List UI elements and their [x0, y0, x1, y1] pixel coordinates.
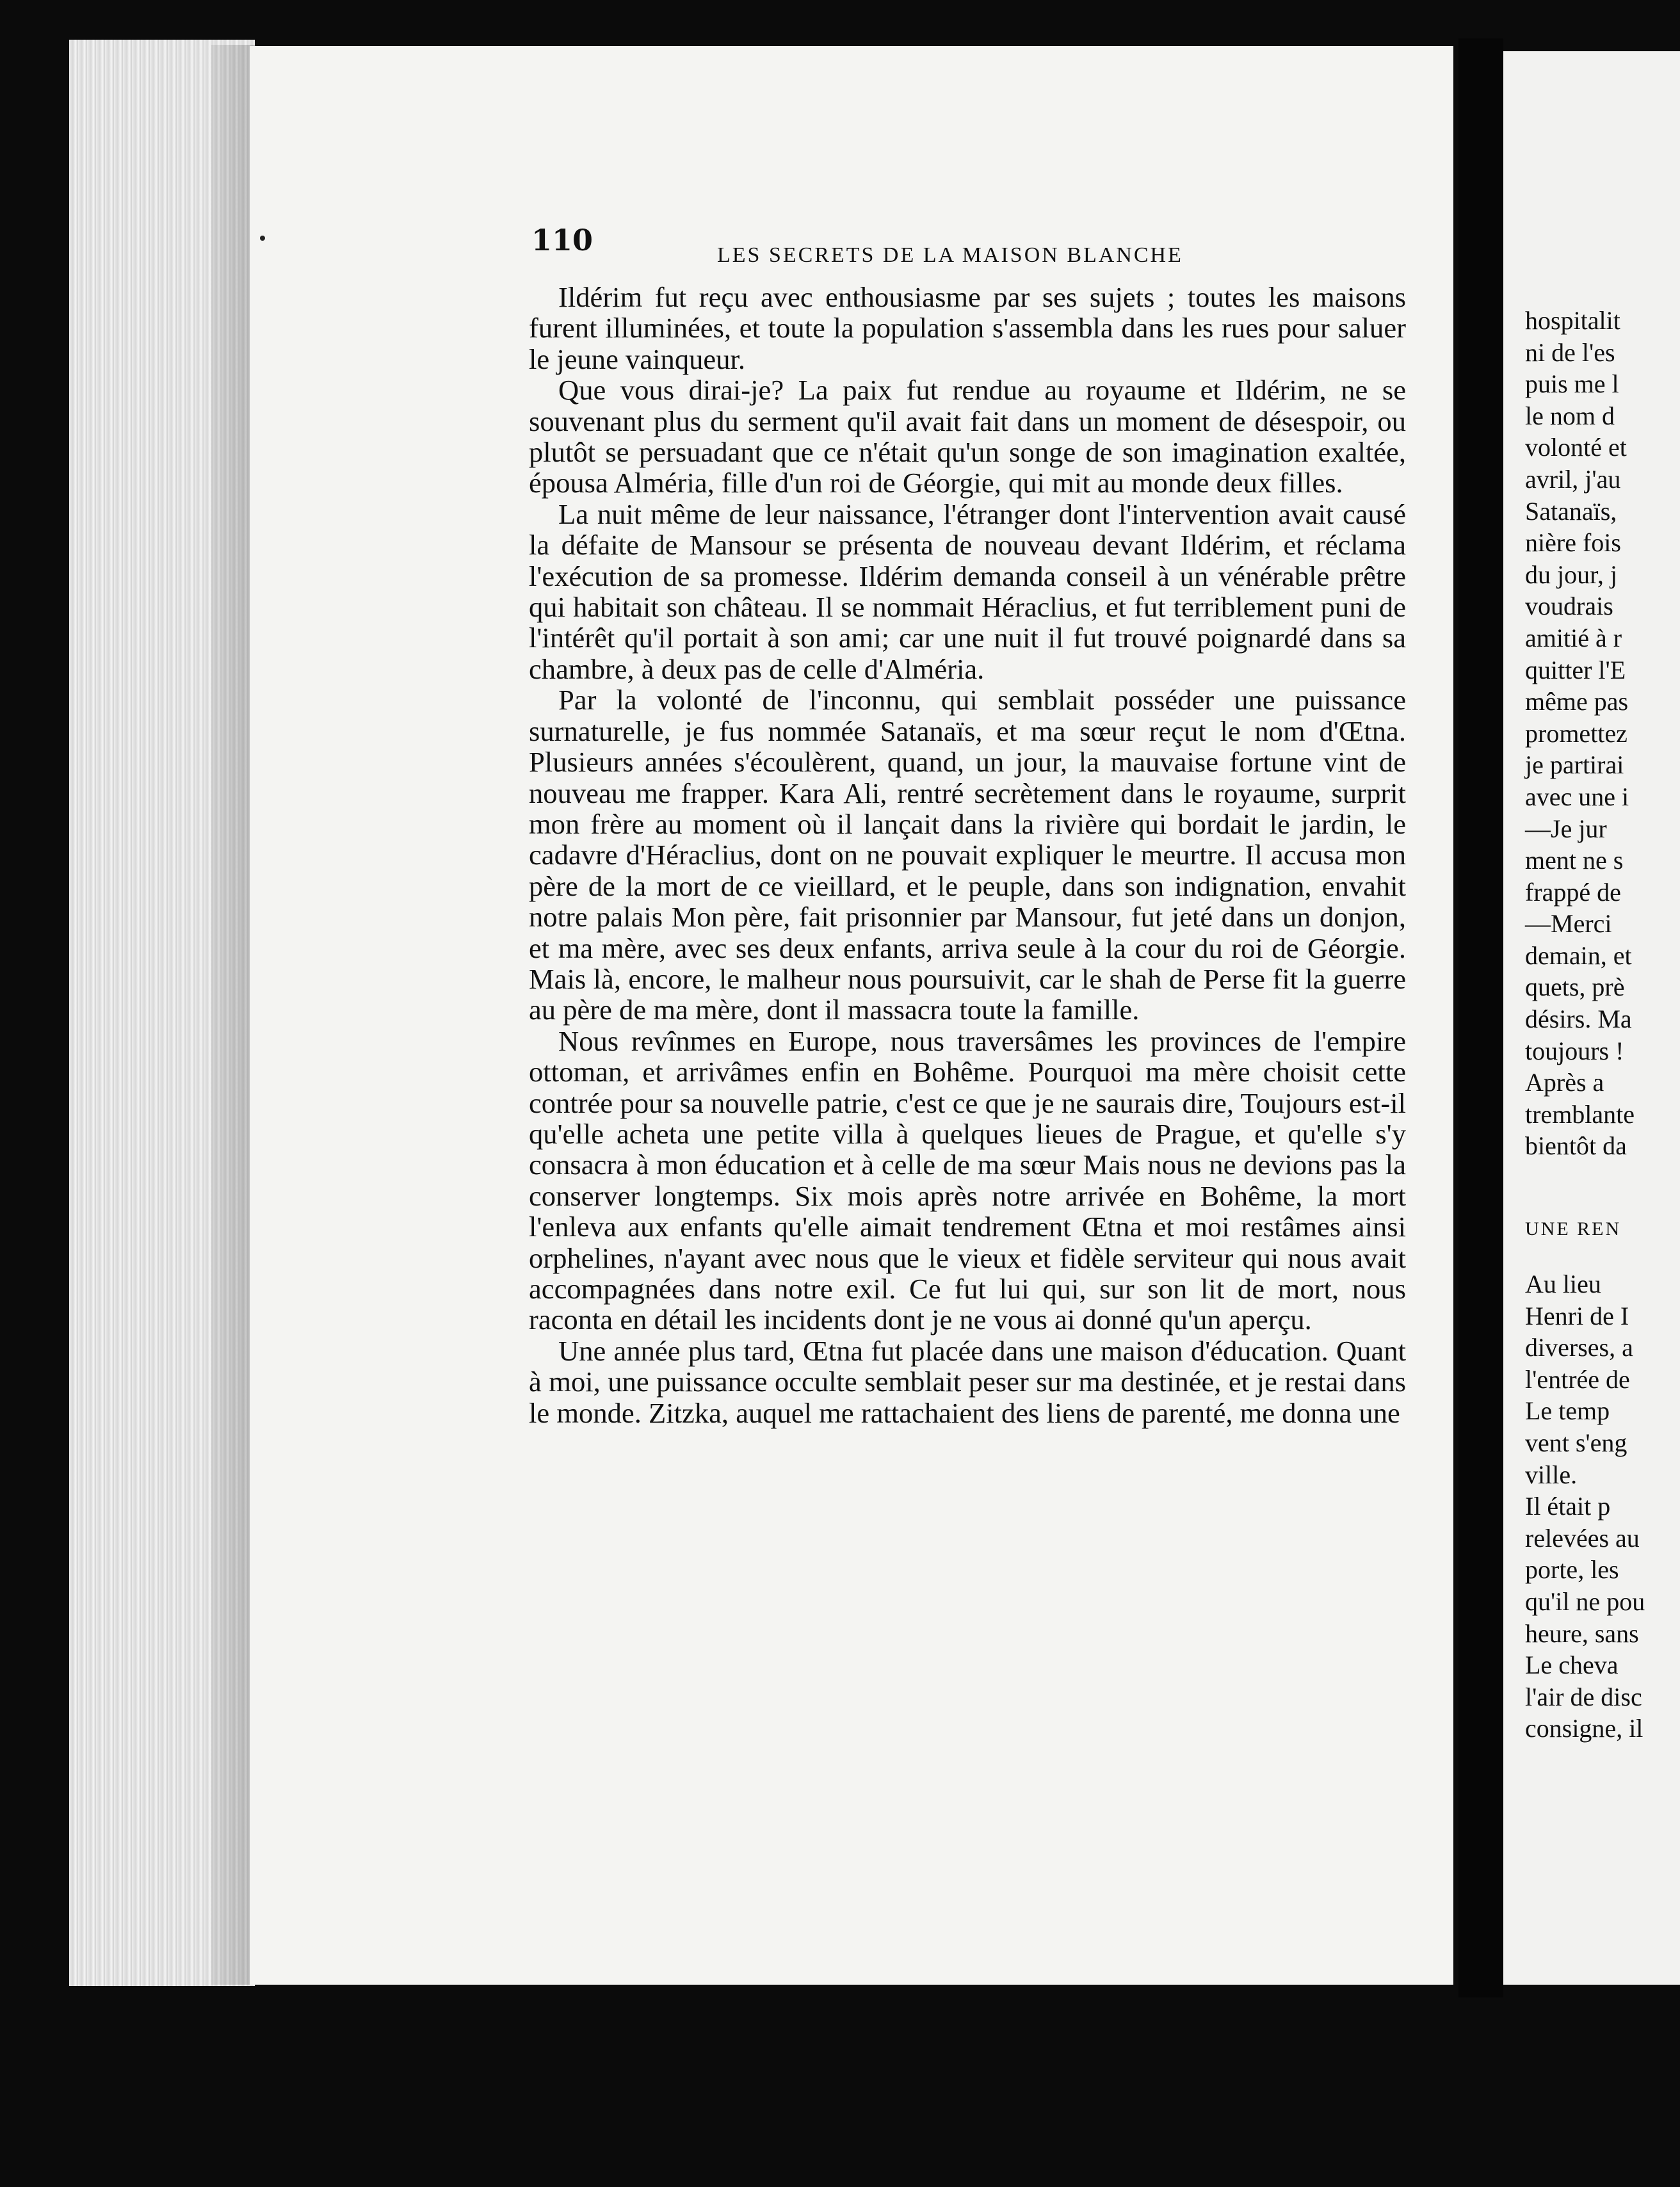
fragment-line: amitié à r	[1525, 623, 1622, 652]
fragment-line: du jour, j	[1525, 560, 1617, 589]
fragment-line: consigne, il	[1525, 1714, 1644, 1743]
fragment-line: Après a	[1525, 1068, 1604, 1097]
fragment-line: quitter l'E	[1525, 655, 1626, 684]
fragment-line: l'air de disc	[1525, 1682, 1642, 1711]
fragment-line: ville.	[1525, 1460, 1578, 1489]
fragment-line: je partirai	[1525, 750, 1624, 780]
fragment-line: avec une i	[1525, 782, 1629, 811]
fragment-line: vent s'eng	[1525, 1428, 1628, 1457]
fragment-line: hospitalit	[1525, 306, 1620, 335]
fragment-line: puis me l	[1525, 369, 1619, 399]
fragment-line: bientôt da	[1525, 1131, 1627, 1161]
fragment-line: désirs. Ma	[1525, 1005, 1632, 1034]
fragment-line: porte, les	[1525, 1555, 1619, 1585]
fragment-line: diverses, a	[1525, 1333, 1633, 1362]
paragraph: Une année plus tard, Œtna fut placée dans une maison d'éducation. Quant à moi, une puissance occulte semblait peser sur ma destinée, et je restai dans le monde. Zitzka, auquel me rattachaient des liens de parenté, me donna une	[529, 1334, 1406, 1429]
fragment-line: promettez	[1525, 718, 1628, 748]
running-head: LES SECRETS DE LA MAISON BLANCHE	[717, 243, 1183, 267]
fragment-line: le nom d	[1525, 401, 1615, 430]
scan-speck	[260, 236, 265, 241]
facing-page-heading: UNE REN	[1525, 1218, 1622, 1240]
fragment-line: qu'il ne pou	[1525, 1586, 1645, 1616]
fragment-line: frappé de	[1525, 877, 1621, 907]
fragment-line: Au lieu	[1525, 1270, 1601, 1299]
paragraph: Que vous dirai-je? La paix fut rendue au royaume et Ildérim, ne se souvenant plus du serment qu'il avait fait dans un moment de désespoir, ou plutôt se persuadant que ce n'était qu'un songe de son imagination exaltée, épousa Alméria, fille d'un roi de Géorgie, qui mit au monde deux filles.	[529, 374, 1406, 499]
fragment-line: voudrais	[1525, 592, 1613, 621]
fragment-line: toujours !	[1525, 1036, 1624, 1065]
body-text	[529, 282, 1406, 1428]
paragraph: La nuit même de leur naissance, l'étranger dont l'intervention avait causé la défaite de Mansour se présenta de nouveau devant Ildérim, et réclama l'exécution de sa promesse. Ildérim demanda conseil à un vénérable prêtre qui habitait son château. Il se nommait Héraclius, et fut terriblement puni de l'intérêt qu'il portait à son ami; car une nuit il fut trouvé poignardé dans sa chambre, à deux pas de celle d'Alméria.	[529, 497, 1406, 685]
fragment-line: heure, sans	[1525, 1618, 1639, 1648]
paragraph: Ildérim fut reçu avec enthousiasme par ses sujets ; toutes les maisons furent illuminées, et toute la population s'assembla dans les rues pour saluer le jeune vainqueur.	[529, 281, 1406, 375]
fragment-line: ni de l'es	[1525, 337, 1615, 367]
fragment-line: nière fois	[1525, 528, 1621, 558]
paragraph: Nous revînmes en Europe, nous traversâmes les provinces de l'empire ottoman, et arrivâmes enfin en Bohême. Pourquoi ma mère choisit cette contrée pour sa nouvelle patrie, c'est ce que je ne saurais dire, Toujours est-il qu'elle acheta une petite villa à quelques lieues de Prague, et qu'elle s'y consacra à mon éducation et à celle de ma sœur Mais nous ne devions pas la conserver longtemps. Six mois après notre arrivée en Bohême, la mort l'enleva aux enfants qu'elle aimait tendrement Œtna et moi restâmes ainsi orphelines, n'ayant avec nous que le vieux et fidèle serviteur qui nous avait accompagnées dans notre exil. Ce fut lui qui, sur son lit de mort, nous raconta en détail les incidents dont je ne vous ai donné qu'un aperçu.	[529, 1024, 1406, 1336]
fragment-line: demain, et	[1525, 940, 1632, 970]
fragment-line: —Merci	[1525, 909, 1612, 939]
fragment-line: quets, prè	[1525, 972, 1625, 1002]
fragment-line: Le cheva	[1525, 1650, 1619, 1680]
fragment-line: même pas	[1525, 687, 1629, 716]
facing-page-text	[1525, 305, 1680, 1745]
fragment-line: Henri de I	[1525, 1301, 1629, 1330]
fragment-line: tremblante	[1525, 1099, 1635, 1129]
fragment-line: Satanaïs,	[1525, 496, 1617, 526]
fragment-line: avril, j'au	[1525, 464, 1621, 494]
fragment-line: l'entrée de	[1525, 1364, 1630, 1394]
fragment-line: ment ne s	[1525, 846, 1624, 875]
fragment-line: Il était p	[1525, 1492, 1611, 1521]
fragment-line: Le temp	[1525, 1396, 1610, 1426]
paragraph: Par la volonté de l'inconnu, qui semblait posséder une puissance surnaturelle, je fus nommée Satanaïs, et ma sœur reçut le nom d'Œtna. Plusieurs années s'écoulèrent, quand, un jour, la mauvaise fortune vint de nouveau me frapper. Kara Ali, rentré secrètement dans le royaume, surprit mon frère au moment où il lançait dans la rivière qui bordait le jardin, le cadavre d'Héraclius, dont on ne pouvait expliquer le meurtre. Il accusa mon père de la mort de ce vieillard, et le peuple, dans son indignation, envahit notre palais Mon père, fait prisonnier par Mansour, fut jeté dans un donjon, et ma mère, avec ses deux enfants, arriva seule à la cour du roi de Géorgie. Mais là, encore, le malheur nous poursuivit, car le shah de Perse fit la guerre au père de ma mère, dont il massacra toute la famille.	[529, 684, 1406, 1026]
fragment-line: —Je jur	[1525, 814, 1607, 843]
fragment-line: volonté et	[1525, 433, 1627, 462]
fragment-line: relevées au	[1525, 1523, 1640, 1553]
book-gutter	[1458, 38, 1503, 1997]
page-number: 110	[531, 223, 594, 257]
